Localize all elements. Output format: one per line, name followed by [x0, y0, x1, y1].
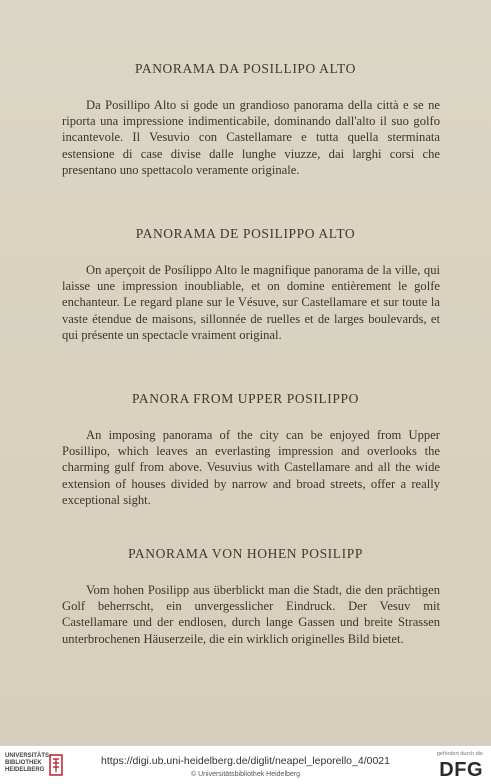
permalink-url[interactable]: https://digi.ub.uni-heidelberg.de/diglit/neapel_leporello_4/0021	[101, 755, 390, 767]
section-heading: PANORAMA DE POSILIPPO ALTO	[135, 226, 356, 241]
paragraph-german: Vom hohen Posilipp aus überblickt man die Stadt, die den prächtigen Golf beherrscht, ein unvergesslicher Eindruck. Der Vesuv mit Castellamare und der endlosen, durch lange Gassen und breite Strassen unterbrochenen Häuserzeile, die ein wirklich originelles Bild bietet.	[62, 583, 440, 646]
funder-note: gefördert durch die	[436, 751, 483, 757]
paragraph-italian: Da Posillipo Alto si gode un grandioso panorama della città e se ne riporta una impressione indimenticabile, dominando dall'alto il suo golfo incantevole. Il Vesuvio con Castellamare e tutta quella sterminata estensione di case divise dalle lunghe viuzze, dai larghi corsi che presentano uno spettacolo veramente originale.	[62, 98, 440, 177]
paragraph-english: An imposing panorama of the city can be enjoyed from Upper Posillipo, which leaves an everlasting impression and overlooks the charming gulf from above. Vesuvius with Castellamare and all the wide extension of houses divided by narrow and broad streets, offer a really exceptional sight.	[62, 428, 440, 507]
dfg-logo: DFG	[439, 759, 483, 781]
section-heading: PANORAMA VON HOHEN POSILIPP	[128, 546, 363, 561]
viewer-footer	[0, 745, 491, 784]
heading-german	[0, 546, 491, 562]
heading-english	[0, 391, 491, 407]
copyright-notice: © Universitätsbibliothek Heidelberg	[190, 771, 301, 778]
institution-logo-text: UNIVERSITÄTS- BIBLIOTHEK HEIDELBERG	[5, 753, 52, 773]
paragraph-french: On aperçoit de Posílippo Alto le magnifique panorama de la ville, qui laisse une impression inoubliable, et on domine entièrement le golfe enchanteur. Le regard plane sur le Vésuve, sur Castellamare et sur toute la vaste étendue de maisons, sillonnée de ruelles et de larges boulevards, et qui présente un spectacle vraiment original.	[62, 263, 440, 342]
heading-french	[0, 226, 491, 242]
section-heading: PANORA FROM UPPER POSILIPPO	[132, 391, 359, 406]
section-heading: PANORAMA DA POSILLIPO ALTO	[134, 61, 357, 76]
heading-italian	[0, 61, 491, 77]
